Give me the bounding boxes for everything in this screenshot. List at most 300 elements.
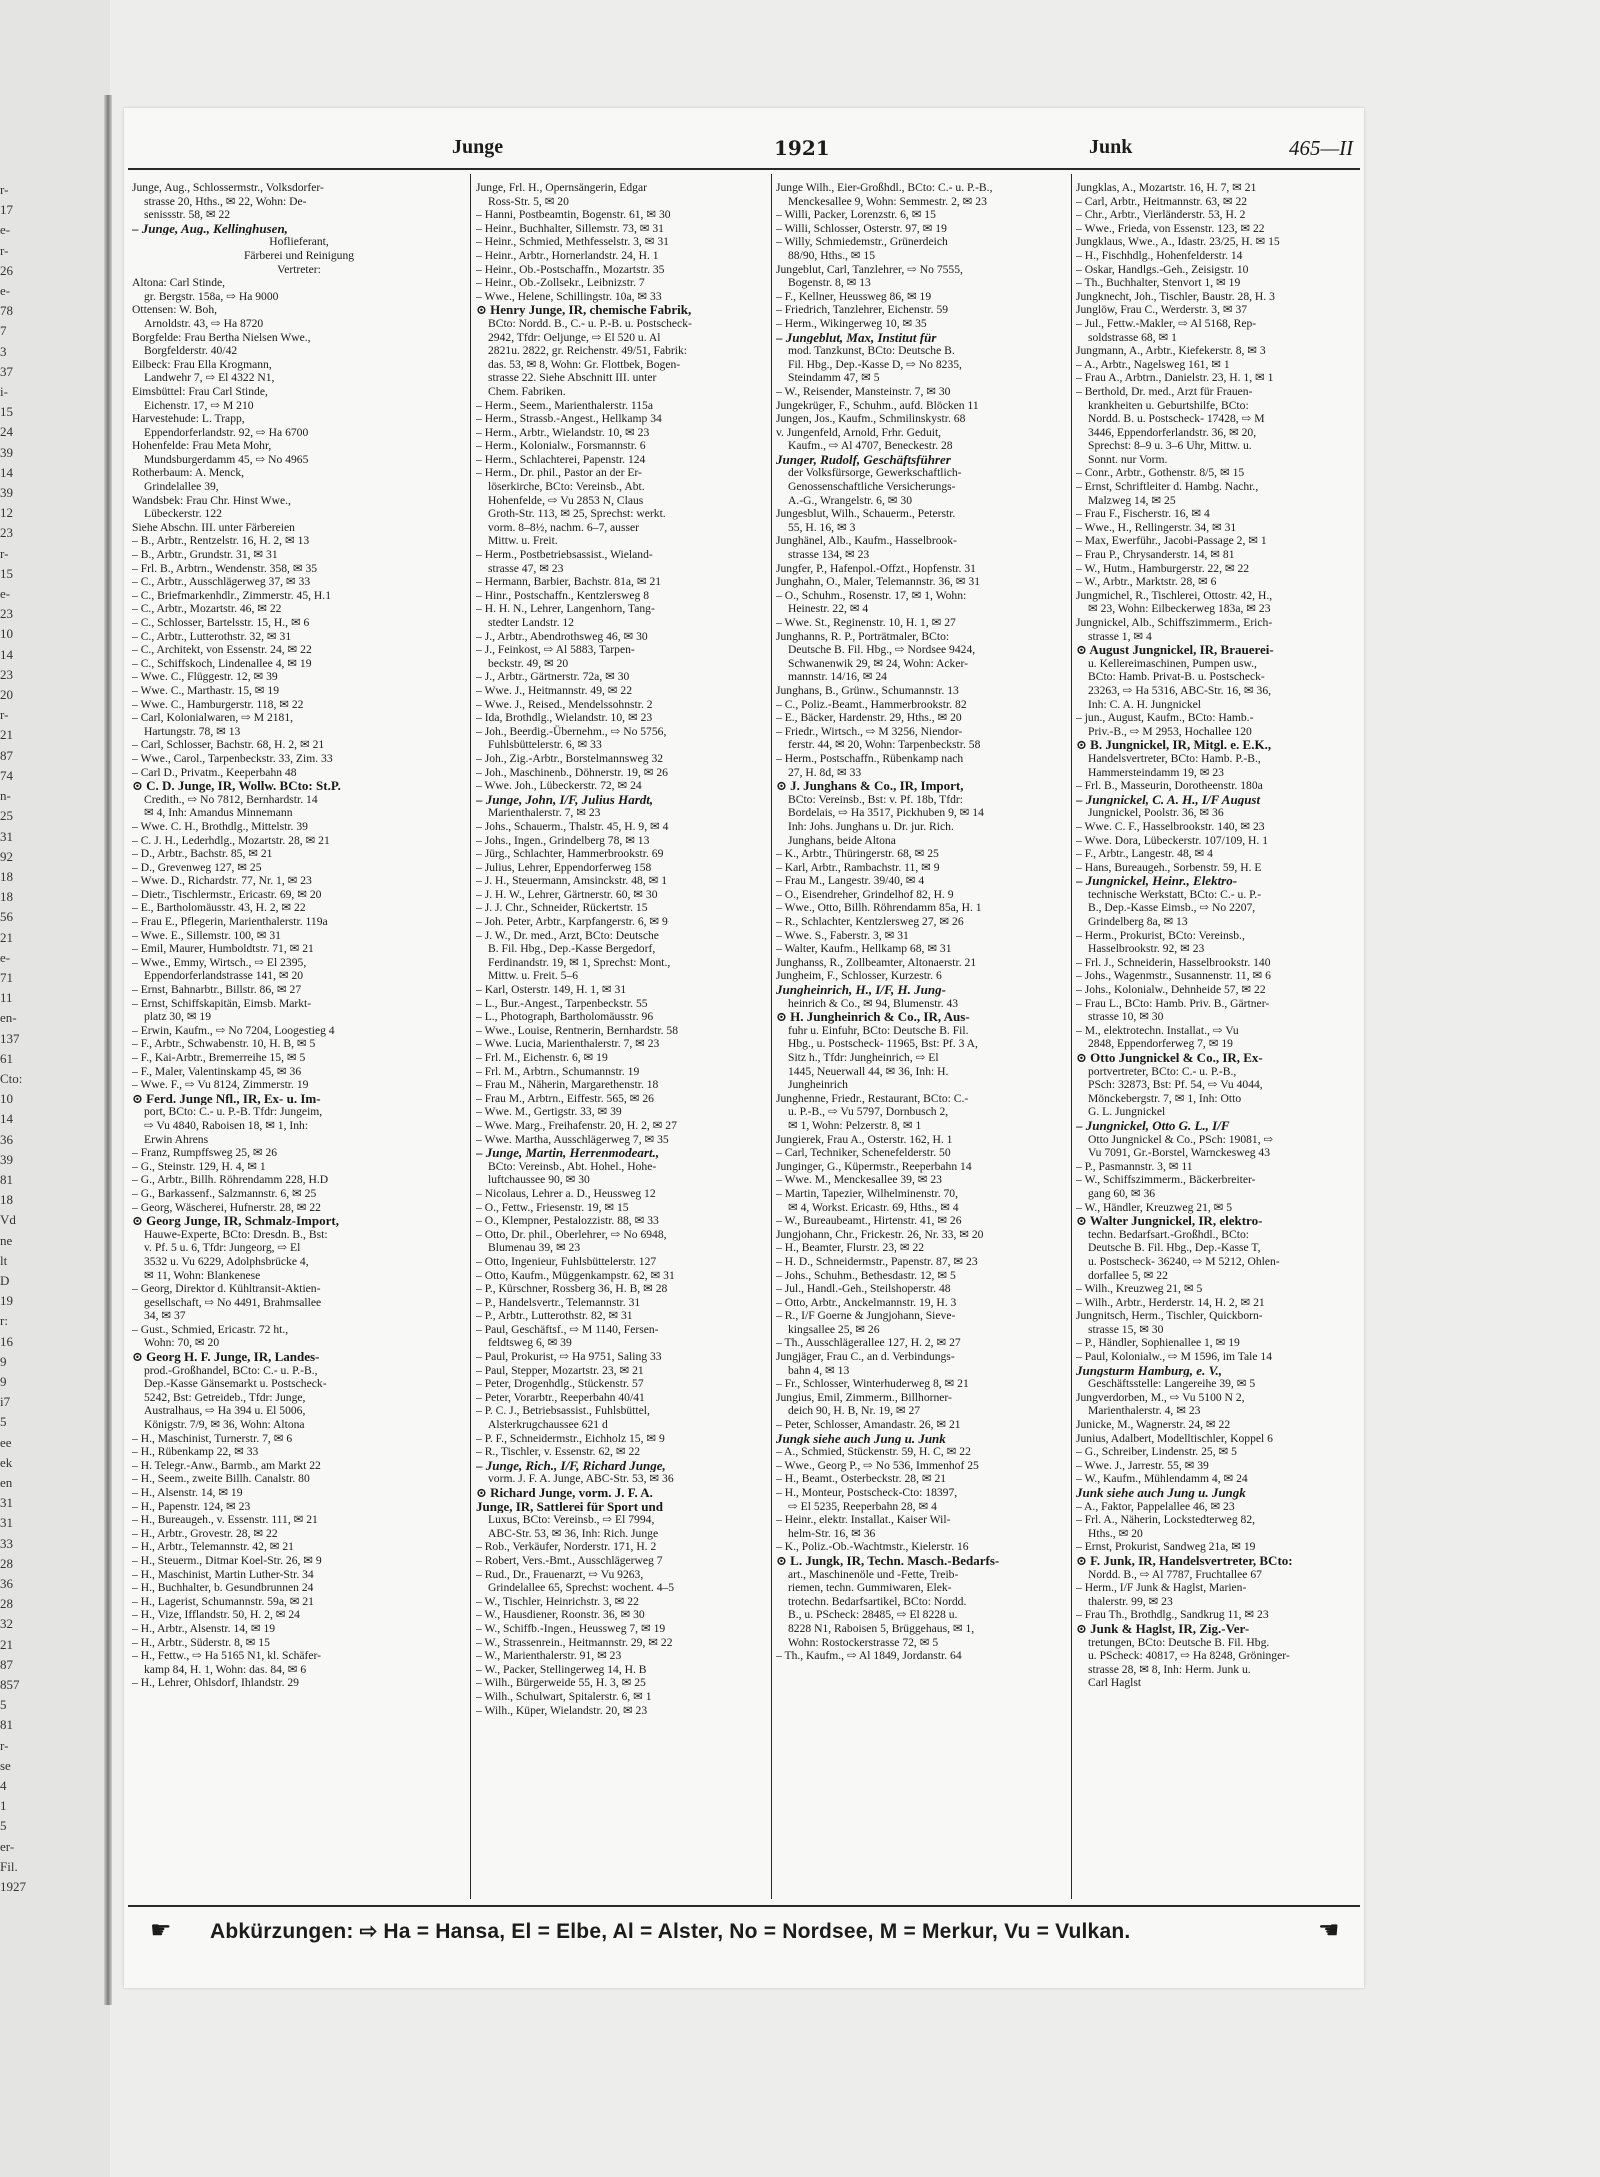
directory-entry: kamp 84, H. 1, Wohn: das. 84, ✉ 6 <box>144 1662 307 1676</box>
directory-entry: Bordelais, ⇨ Ha 3517, Pickhuben 9, ✉ 14 <box>788 806 984 820</box>
directory-entry: Hauwe-Experte, BCto: Dresdn. B., Bst: <box>144 1227 328 1241</box>
directory-entry: – Robert, Vers.-Bmt., Ausschlägerweg 7 <box>476 1553 663 1567</box>
directory-entry: Sonnt. nur Vorm. <box>1088 452 1168 466</box>
directory-entry: – H., Rübenkamp 22, ✉ 33 <box>132 1445 259 1459</box>
directory-entry: – Herm., Seem., Marienthalerstr. 115a <box>476 398 653 412</box>
margin-fragment: 12 <box>0 505 13 521</box>
directory-entry: – W., Hutm., Hamburgerstr. 22, ✉ 22 <box>1076 561 1250 575</box>
directory-entry: – H., Lehrer, Ohlsdorf, Ihlandstr. 29 <box>132 1676 299 1690</box>
directory-entry: – Wwe. S., Faberstr. 3, ✉ 31 <box>776 928 909 942</box>
directory-entry: – J., Feinkost, ⇨ Al 5883, Tarpen- <box>476 643 635 657</box>
margin-fragment: 32 <box>0 1616 13 1632</box>
directory-entry: – Otto, Ingenieur, Fuhlsbüttelerstr. 127 <box>476 1254 657 1268</box>
directory-entry: – Frl. B., Arbtrn., Wendenstr. 358, ✉ 35 <box>132 561 318 575</box>
directory-entry: – Jungnickel, Heinr., Elektro- <box>1076 874 1238 888</box>
margin-fragment: ne <box>0 1232 13 1248</box>
adjacent-page-margin-text <box>0 180 34 1897</box>
directory-entry: BCto: Vereinsb., Abt. Hohel., Hohe- <box>488 1159 657 1173</box>
directory-entry: feldtsweg 6, ✉ 39 <box>488 1336 572 1350</box>
directory-entry: löserkirche, BCto: Vereinsb., Abt. <box>488 480 645 494</box>
directory-entry: – Hermann, Barbier, Bachstr. 81a, ✉ 21 <box>476 575 662 589</box>
directory-entry: Deutsche B. Fil. Hbg., ⇨ Nordsee 9424, <box>788 643 976 657</box>
margin-fragment: 36 <box>0 1576 13 1592</box>
directory-entry: – A., Arbtr., Nagelsweg 161, ✉ 1 <box>1076 357 1230 371</box>
directory-entry: Junghänel, Alb., Kaufm., Hasselbrook- <box>776 534 957 548</box>
directory-entry: – H., Buchhalter, b. Gesundbrunnen 24 <box>132 1581 314 1595</box>
directory-entry: ⊙ Henry Junge, IR, chemische Fabrik, <box>476 303 692 317</box>
directory-entry: – Frau M., Näherin, Margarethenstr. 18 <box>476 1078 659 1092</box>
directory-entry: – Carl, Arbtr., Heitmannstr. 63, ✉ 22 <box>1076 194 1248 208</box>
margin-fragment: 78 <box>0 303 13 319</box>
header-last-name: Junk <box>1089 136 1133 158</box>
directory-entry: – C., Poliz.-Beamt., Hammerbrookstr. 82 <box>776 697 967 711</box>
directory-entry: Wandsbek: Frau Chr. Hinst Wwe., <box>132 493 291 507</box>
margin-fragment: 18 <box>0 889 13 905</box>
directory-entry: – Frl. M., Eichenstr. 6, ✉ 19 <box>476 1051 608 1064</box>
margin-fragment: r- <box>0 545 9 561</box>
directory-entry: – J. J. Chr., Schneider, Rückertstr. 15 <box>476 901 648 915</box>
directory-entry: – Heinr., Buchhalter, Sillemstr. 73, ✉ 31 <box>476 221 664 235</box>
directory-entry: Blumenau 39, ✉ 23 <box>488 1241 581 1255</box>
margin-fragment: 81 <box>0 1171 13 1187</box>
directory-entry: 8228 N1, Raboisen 5, Brüggehaus, ✉ 1, <box>788 1621 975 1635</box>
directory-entry: Jungnickel, Poolstr. 36, ✉ 36 <box>1088 806 1224 820</box>
directory-entry: Alsterkrugchaussee 621 d <box>488 1418 608 1432</box>
directory-entry: Jungknecht, Joh., Tischler, Baustr. 28, H. 3 <box>1076 289 1275 303</box>
directory-entry: – Chr., Arbtr., Vierländerstr. 53, H. 2 <box>1076 208 1246 222</box>
directory-entry: – H., Arbtr., Grovestr. 28, ✉ 22 <box>132 1526 278 1540</box>
directory-entry: – W., Schiffszimmerm., Bäckerbreiter- <box>1076 1173 1256 1187</box>
margin-fragment: 36 <box>0 1131 13 1147</box>
directory-entry: – Heinr., Schmied, Methfesselstr. 3, ✉ 31 <box>476 235 669 249</box>
directory-entry: – Paul, Stepper, Mozartstr. 23, ✉ 21 <box>476 1363 644 1377</box>
margin-fragment: 31 <box>0 828 13 844</box>
directory-entry: – R., Tischler, v. Essenstr. 62, ✉ 22 <box>476 1445 641 1459</box>
directory-entry: gang 60, ✉ 36 <box>1088 1186 1156 1200</box>
margin-fragment: 21 <box>0 1636 13 1652</box>
directory-entry: v. Jungenfeld, Arnold, Frhr. Geduit, <box>776 425 942 439</box>
directory-entry: Junghanns, R. P., Porträtmaler, BCto: <box>776 629 950 643</box>
directory-entry: senissstr. 58, ✉ 22 <box>144 208 231 222</box>
directory-entry: Jungius, Emil, Zimmerm., Billhorner- <box>776 1390 952 1404</box>
margin-fragment: lt <box>0 1252 8 1268</box>
directory-entry: 5242, Bst: Getreideb., Tfdr: Junge, <box>144 1390 306 1404</box>
directory-entry: – Jul., Fettw.-Makler, ⇨ Al 5168, Rep- <box>1076 316 1257 330</box>
directory-entry: – J., Arbtr., Gärtnerstr. 72a, ✉ 30 <box>476 670 630 684</box>
directory-entry: – Otto, Kaufm., Müggenkampstr. 62, ✉ 31 <box>476 1268 675 1282</box>
directory-entry: Schwanenwik 29, ✉ 24, Wohn: Acker- <box>788 656 968 670</box>
directory-entry: – O., Fettw., Friesenstr. 19, ✉ 15 <box>476 1200 629 1214</box>
directory-entry: prod.-Großhandel, BCto: C.- u. P.-B., <box>144 1363 318 1377</box>
directory-entry: ⇨ Vu 4840, Raboisen 18, ✉ 1, Inh: <box>144 1118 309 1132</box>
directory-entry: – Wwe. E., Sillemstr. 100, ✉ 31 <box>132 928 281 942</box>
directory-entry: ⊙ Walter Jungnickel, IR, elektro- <box>1076 1214 1263 1228</box>
directory-entry: – Herm., Schlachterei, Papenstr. 124 <box>476 452 646 466</box>
directory-entry: vorm. 8–8½, nachm. 6–7, ausser <box>488 520 640 534</box>
directory-entry: Jungk siehe auch Jung u. Junk <box>776 1431 946 1446</box>
directory-entry: ✉ 4, Workst. Ericastr. 69, Hths., ✉ 4 <box>788 1200 959 1214</box>
directory-entry: u. PScheck: 40817, ⇨ Ha 8248, Gröninger- <box>1088 1649 1290 1663</box>
directory-entry: Inh: Johs. Junghans u. Dr. jur. Rich. <box>788 819 954 833</box>
header-first-name: Junge <box>452 136 504 158</box>
directory-entry: PSch: 32873, Bst: Pf. 54, ⇨ Vu 4044, <box>1088 1078 1263 1092</box>
margin-fragment: e- <box>0 222 11 238</box>
directory-entry: beckstr. 49, ✉ 20 <box>488 656 569 670</box>
directory-entry: – E., Bartholomäusstr. 43, H. 2, ✉ 22 <box>132 901 306 915</box>
margin-fragment: 23 <box>0 606 13 622</box>
directory-entry: – C., Schlosser, Bartelsstr. 15, H., ✉ 6 <box>132 616 310 629</box>
directory-entry: – Frl. M., Arbtrn., Schumannstr. 19 <box>476 1064 640 1078</box>
directory-entry: – Willi, Schlosser, Osterstr. 97, ✉ 19 <box>776 221 947 235</box>
directory-entry: 3532 u. Vu 6229, Adolphsbrücke 4, <box>144 1254 309 1268</box>
directory-entry: – Friedr., Wirtsch., ⇨ M 3256, Niendor- <box>776 724 963 738</box>
directory-entry: – W., Marienthalerstr. 91, ✉ 23 <box>476 1649 622 1663</box>
margin-fragment: 87 <box>0 747 13 763</box>
directory-entry: – Frau P., Chrysanderstr. 14, ✉ 81 <box>1076 548 1235 562</box>
directory-entry: – K., Arbtr., Thüringerstr. 68, ✉ 25 <box>776 847 939 861</box>
directory-entry: BCto: Vereinsb., Bst: v. Pf. 18b, Tfdr: <box>788 792 963 806</box>
directory-entry: Sitz h., Tfdr: Jungheinrich, ⇨ El <box>788 1051 939 1064</box>
directory-entry: – E., Bäcker, Hardenstr. 29, Hths., ✉ 20 <box>776 711 962 725</box>
directory-entry: Steindamm 47, ✉ 5 <box>788 371 880 385</box>
directory-entry: – Herm., Strassb.-Angest., Hellkamp 34 <box>476 412 662 426</box>
margin-fragment: 28 <box>0 1596 13 1612</box>
directory-entry: ⊙ L. Jungk, IR, Techn. Masch.-Bedarfs- <box>776 1553 1000 1568</box>
directory-entry: Kaufm., ⇨ Al 4707, Beneckestr. 28 <box>788 439 953 453</box>
directory-entry: ✉ 23, Wohn: Eilbeckerweg 183a, ✉ 23 <box>1088 602 1271 616</box>
directory-entry: Rotherbaum: A. Menck, <box>132 466 245 480</box>
margin-fragment: Fil. <box>0 1858 18 1874</box>
margin-fragment: ek <box>0 1454 13 1470</box>
directory-entry: ⊙ August Jungnickel, IR, Brauerei- <box>1076 643 1274 657</box>
directory-entry: – Frau F., Fischerstr. 16, ✉ 4 <box>1076 507 1210 521</box>
directory-entry: Vu 7091, Gr.-Borstel, Warnckesweg 43 <box>1088 1146 1271 1160</box>
directory-entry: Mittw. u. Freit. 5–6 <box>488 969 579 983</box>
margin-fragment: 857 <box>0 1677 20 1693</box>
directory-entry: Mittw. u. Freit. <box>488 534 558 548</box>
directory-entry: – Junge, Martin, Herrenmodeart., <box>476 1146 660 1160</box>
directory-entry: Jungmichel, R., Tischlerei, Ottostr. 42, H., <box>1076 588 1273 602</box>
margin-fragment: 10 <box>0 1091 13 1107</box>
directory-entry: – Wwe. M., Gertigstr. 33, ✉ 39 <box>476 1105 622 1119</box>
directory-entry: – Frl. A., Näherin, Lockstedterweg 82, <box>1076 1513 1256 1527</box>
directory-entry: – C., Schiffskoch, Lindenallee 4, ✉ 19 <box>132 656 312 670</box>
directory-entry: Chem. Fabriken. <box>488 384 566 398</box>
directory-entry: ⊙ C. D. Junge, IR, Wollw. BCto: St.P. <box>132 779 341 793</box>
directory-entry: Marienthalerstr. 7, ✉ 23 <box>488 806 601 820</box>
directory-entry: heinrich & Co., ✉ 94, Blumenstr. 43 <box>788 996 959 1010</box>
directory-entry: Priv.-B., ⇨ M 2953, Hochallee 120 <box>1088 724 1252 738</box>
directory-entry: – Ida, Brothdlg., Wielandstr. 10, ✉ 23 <box>476 711 653 725</box>
directory-entry: ⊙ Georg H. F. Junge, IR, Landes- <box>132 1350 320 1364</box>
directory-entry: – Johs., Kolonialw., Dehnheide 57, ✉ 22 <box>1076 983 1266 997</box>
directory-entry: – Frl. B., Masseurin, Dorotheenstr. 180a <box>1076 779 1263 793</box>
directory-entry: ⊙ B. Jungnickel, IR, Mitgl. e. E.K., <box>1076 738 1272 752</box>
margin-fragment: ee <box>0 1434 12 1450</box>
directory-entry: – P. F., Schneidermstr., Eichholz 15, ✉ 9 <box>476 1431 665 1445</box>
directory-entry: 2848, Eppendorferweg 7, ✉ 19 <box>1088 1037 1233 1051</box>
entries-column-3 <box>776 181 1068 1901</box>
margin-fragment: 9 <box>0 1353 7 1369</box>
directory-entry: G. L. Jungnickel <box>1088 1105 1166 1119</box>
margin-fragment: 92 <box>0 848 13 864</box>
directory-entry: – C., Arbtr., Lutterothstr. 32, ✉ 31 <box>132 629 292 643</box>
directory-entry: strasse 28, ✉ 8, Inh: Herm. Junk u. <box>1088 1662 1251 1676</box>
directory-entry: – W., Strassenrein., Heitmannstr. 29, ✉ 22 <box>476 1635 673 1649</box>
page-number: 465—II <box>1289 136 1354 160</box>
directory-entry: – Wwe. Martha, Ausschlägerweg 7, ✉ 35 <box>476 1132 669 1146</box>
directory-entry: kingsallee 25, ✉ 26 <box>788 1322 880 1336</box>
directory-entry: 2821u. 2822, gr. Reichenstr. 49/51, Fabrik: <box>488 344 688 358</box>
directory-entry: BCto: Hamb. Privat-B. u. Postscheck- <box>1088 670 1265 684</box>
directory-entry: – Frau M., Arbtrn., Eiffestr. 565, ✉ 26 <box>476 1091 654 1105</box>
directory-entry: – Georg, Direktor d. Kühltransit-Aktien- <box>132 1282 321 1296</box>
directory-entry: – Ernst, Prokurist, Sandweg 21a, ✉ 19 <box>1076 1540 1256 1554</box>
directory-entry: ⊙ Otto Jungnickel & Co., IR, Ex- <box>1076 1051 1263 1065</box>
directory-entry: Junghenne, Friedr., Restaurant, BCto: C.- <box>776 1091 969 1105</box>
directory-entry: – Wwe. C. H., Brothdlg., Mittelstr. 39 <box>132 819 308 833</box>
directory-entry: – Th., Buchhalter, Stenvort 1, ✉ 19 <box>1076 276 1241 290</box>
directory-entry: – H., Vize, Ifflandstr. 50, H. 2, ✉ 24 <box>132 1608 300 1622</box>
directory-entry: strasse 134, ✉ 23 <box>788 548 870 562</box>
directory-entry: – Frau L., BCto: Hamb. Priv. B., Gärtner- <box>1076 996 1270 1010</box>
margin-fragment: 87 <box>0 1656 13 1672</box>
directory-entry: – Wwe., Helene, Schillingstr. 10a, ✉ 33 <box>476 289 662 303</box>
directory-entry: – Johs., Schuhm., Bethesdastr. 12, ✉ 5 <box>776 1268 956 1282</box>
directory-entry: Wohn: Rostockerstrasse 72, ✉ 5 <box>788 1635 939 1649</box>
margin-fragment: 15 <box>0 565 13 581</box>
directory-entry: – Heinr., elektr. Installat., Kaiser Wil- <box>776 1513 951 1527</box>
directory-entry: ferstr. 44, ✉ 20, Wohn: Tarpenbeckstr. 58 <box>788 738 981 752</box>
directory-entry: vorm. J. F. A. Junge, ABC-Str. 53, ✉ 36 <box>488 1472 674 1486</box>
directory-entry: – Junge, John, I/F, Julius Hardt, <box>476 792 654 807</box>
directory-entry: – Hinr., Postschaffn., Kentzlersweg 8 <box>476 588 650 602</box>
directory-entry: – D., Grevenweg 127, ✉ 25 <box>132 860 262 874</box>
directory-entry: 27, H. 8d, ✉ 33 <box>788 765 862 779</box>
directory-entry: strasse 10, ✉ 30 <box>1088 1010 1164 1024</box>
directory-entry: Credith., ⇨ No 7812, Bernhardstr. 14 <box>144 792 318 806</box>
directory-entry: Vertreter: <box>277 262 321 276</box>
margin-fragment: 14 <box>0 646 13 662</box>
margin-fragment: 20 <box>0 687 13 703</box>
margin-fragment: 26 <box>0 262 13 278</box>
directory-entry: – Herm., Wikingerweg 10, ✉ 35 <box>776 316 927 330</box>
directory-entry: gr. Bergstr. 158a, ⇨ Ha 9000 <box>144 289 279 303</box>
directory-entry: B., Dep.-Kasse Eimsb., ⇨ No 2207, <box>1088 901 1256 915</box>
directory-entry: – Junge, Rich., I/F, Richard Junge, <box>476 1458 666 1473</box>
directory-entry: – Emil, Maurer, Humboldtstr. 71, ✉ 21 <box>132 942 314 956</box>
directory-entry: – Ernst, Schriftleiter d. Hambg. Nachr., <box>1076 480 1259 494</box>
directory-entry: – Wwe., Georg P., ⇨ No 536, Immenhof 25 <box>776 1458 979 1472</box>
directory-entry: ✉ 11, Wohn: Blankenese <box>144 1268 261 1282</box>
directory-entry: Mönckebergstr. 7, ✉ 1, Inh: Otto <box>1088 1091 1242 1105</box>
directory-entry: 23263, ⇨ Ha 5316, ABC-Str. 16, ✉ 36, <box>1088 683 1272 697</box>
book-fold <box>104 95 112 2005</box>
directory-entry: – H. D., Schneidermstr., Papenstr. 87, ✉ 23 <box>776 1254 978 1268</box>
directory-entry: – Karl, Osterstr. 149, H. 1, ✉ 31 <box>476 983 627 997</box>
directory-entry: – W., Schiffb.-Ingen., Heussweg 7, ✉ 19 <box>476 1621 666 1635</box>
directory-entry: – G., Arbtr., Billh. Röhrendamm 228, H.D <box>132 1173 329 1187</box>
directory-entry: B. Fil. Hbg., Dep.-Kasse Bergedorf, <box>488 942 656 956</box>
margin-fragment: 74 <box>0 767 13 783</box>
directory-entry: Jungklas, A., Mozartstr. 16, H. 7, ✉ 21 <box>1076 181 1257 194</box>
margin-fragment: en- <box>0 1010 17 1026</box>
directory-entry: – Franz, Rumpffsweg 25, ✉ 26 <box>132 1146 278 1160</box>
margin-fragment: 39 <box>0 1151 13 1167</box>
directory-entry: Geschäftsstelle: Langereihe 39, ✉ 5 <box>1088 1377 1256 1391</box>
directory-entry: Heinestr. 22, ✉ 4 <box>788 602 869 616</box>
directory-entry: ⊙ H. Jungheinrich & Co., IR, Aus- <box>776 1010 970 1024</box>
directory-entry: – D., Arbtr., Bachstr. 85, ✉ 21 <box>132 847 273 861</box>
directory-entry: Wohn: 70, ✉ 20 <box>144 1336 220 1350</box>
directory-entry: – Paul, Kolonialw., ⇨ M 1596, im Tale 14 <box>1076 1350 1273 1364</box>
margin-fragment: r- <box>0 182 9 197</box>
directory-entry: – P., Handelsvertr., Telemannstr. 31 <box>476 1295 641 1309</box>
margin-fragment: 21 <box>0 929 13 945</box>
directory-entry: – Wwe. C. F., Hasselbrookstr. 140, ✉ 23 <box>1076 819 1265 833</box>
directory-entry: B., u. PScheck: 28485, ⇨ El 8228 u. <box>788 1608 958 1622</box>
directory-entry: – Fr., Schlosser, Winterhuderweg 8, ✉ 21 <box>776 1377 969 1391</box>
directory-entry: – Max, Ewerführ., Jacobi-Passage 2, ✉ 1 <box>1076 534 1267 548</box>
directory-entry: – Herm., Postbetriebsassist., Wieland- <box>476 548 653 562</box>
directory-entry: bahn 4, ✉ 13 <box>788 1363 850 1377</box>
margin-fragment: 18 <box>0 1192 13 1208</box>
directory-entry: Hasselbrookstr. 92, ✉ 23 <box>1088 942 1205 956</box>
directory-entry: – Conr., Arbtr., Gothenstr. 8/5, ✉ 15 <box>1076 466 1245 480</box>
directory-entry: – R., I/F Goerne & Jungjohann, Sieve- <box>776 1309 956 1323</box>
directory-entry: – Wilh., Kreuzweg 21, ✉ 5 <box>1076 1282 1203 1296</box>
directory-entry: – A., Schmied, Stückenstr. 59, H. C, ✉ 22 <box>776 1445 971 1459</box>
directory-entry: – Heinr., Arbtr., Hornerlandstr. 24, H. 1 <box>476 248 659 262</box>
directory-entry: – Carl, Techniker, Schenefelderstr. 50 <box>776 1146 951 1160</box>
margin-fragment: 18 <box>0 868 13 884</box>
directory-entry: – L., Photograph, Bartholomäusstr. 96 <box>476 1010 654 1024</box>
directory-entry: strasse 20, Hths., ✉ 22, Wohn: De- <box>144 194 307 208</box>
directory-entry: Otto Jungnickel & Co., PSch: 19081, ⇨ <box>1088 1132 1274 1146</box>
entries-column-4 <box>1076 181 1360 1901</box>
directory-entry: Hths., ✉ 20 <box>1088 1526 1143 1540</box>
directory-entry: – Herm., Dr. phil., Pastor an der Er- <box>476 466 642 480</box>
directory-entry: Bogenstr. 8, ✉ 13 <box>788 276 871 290</box>
directory-entry: – Carl, Schlosser, Bachstr. 68, H. 2, ✉ 21 <box>132 738 325 752</box>
directory-entry: – Herm., Prokurist, BCto: Vereinsb., <box>1076 928 1245 942</box>
directory-entry: Jungheinrich <box>788 1078 848 1092</box>
directory-entry: – Wwe. St., Reginenstr. 10, H. 1, ✉ 27 <box>776 616 956 629</box>
directory-entry: – Wwe. C., Marthastr. 15, ✉ 19 <box>132 683 279 697</box>
margin-fragment: 14 <box>0 464 13 480</box>
directory-entry: Hoflieferant, <box>269 235 329 249</box>
directory-entry: – Jungnickel, Otto G. L., I/F <box>1076 1118 1230 1133</box>
directory-entry: – C., Briefmarkenhdlr., Zimmerstr. 45, H.1 <box>132 588 331 602</box>
directory-entry: – Wwe., Otto, Billh. Röhrendamm 85a, H. 1 <box>776 901 982 915</box>
directory-entry: deich 90, H. B, Nr. 19, ✉ 27 <box>788 1404 921 1418</box>
pointing-hand-icon: ☛ <box>150 1918 172 1944</box>
margin-fragment: 5 <box>0 1414 7 1430</box>
directory-entry: Arnoldstr. 43, ⇨ Ha 8720 <box>144 316 264 330</box>
directory-entry: Jungheim, F., Schlosser, Kurzestr. 6 <box>776 969 942 983</box>
directory-entry: – Joh. Peter, Arbtr., Karpfangerstr. 6, ✉ 9 <box>476 915 668 929</box>
directory-entry: – Joh., Maschinenb., Döhnerstr. 19, ✉ 26 <box>476 765 668 779</box>
directory-entry: – O., Schuhm., Rosenstr. 17, ✉ 1, Wohn: <box>776 588 967 602</box>
directory-entry: – W., Tischler, Heinrichstr. 3, ✉ 22 <box>476 1594 639 1608</box>
directory-entry: Harvestehude: L. Trapp, <box>132 412 245 426</box>
margin-fragment: r- <box>0 707 9 723</box>
directory-entry: – Wwe., Frieda, von Essenstr. 123, ✉ 22 <box>1076 221 1265 235</box>
directory-entry: – H., Bureaugeh., v. Essenstr. 111, ✉ 21 <box>132 1513 318 1527</box>
margin-fragment: D <box>0 1272 10 1288</box>
directory-entry: stedter Landstr. 12 <box>488 616 574 629</box>
directory-entry: – Wwe., Carol., Tarpenbeckstr. 33, Zim. 33 <box>132 751 333 765</box>
directory-entry: – H., Alsenstr. 14, ✉ 19 <box>132 1486 243 1499</box>
directory-entry: – Oskar, Handlgs.-Geh., Zeisigstr. 10 <box>1076 262 1249 276</box>
directory-entry: A.-G., Wrangelstr. 6, ✉ 30 <box>788 493 912 507</box>
directory-entry: – Johs., Ingen., Grindelberg 78, ✉ 13 <box>476 833 650 847</box>
margin-fragment: 9 <box>0 1373 7 1389</box>
directory-entry: – Wwe. C., Hamburgerstr. 118, ✉ 22 <box>132 697 304 711</box>
margin-fragment: er- <box>0 1838 15 1854</box>
directory-entry: techn. Bedarfsart.-Großhdl., BCto: <box>1088 1227 1249 1241</box>
directory-entry: – Ernst, Bahnarbtr., Billstr. 86, ✉ 27 <box>132 983 302 997</box>
directory-entry: ⊙ Ferd. Junge Nfl., IR, Ex- u. Im- <box>132 1091 321 1106</box>
directory-entry: – R., Schlachter, Kentzlersweg 27, ✉ 26 <box>776 915 964 929</box>
margin-fragment: 21 <box>0 727 13 743</box>
directory-entry: Jungmann, A., Arbtr., Kiefekerstr. 8, ✉ 3 <box>1076 344 1266 358</box>
directory-entry: Junge, Frl. H., Opernsängerin, Edgar <box>476 181 647 194</box>
directory-entry: 55, H. 16, ✉ 3 <box>788 520 856 534</box>
directory-entry: Junglöw, Frau C., Werderstr. 3, ✉ 37 <box>1076 303 1248 317</box>
directory-entry: technische Werkstatt, BCto: C.- u. P.- <box>1088 887 1262 901</box>
directory-entry: – Jul., Handl.-Geh., Steilshoperstr. 48 <box>776 1282 951 1296</box>
directory-entry: ✉ 4, Inh: Amandus Minnemann <box>144 806 293 820</box>
directory-entry: – W., Hausdiener, Roonstr. 36, ✉ 30 <box>476 1608 645 1622</box>
directory-entry: – Wwe. J., Reised., Mendelssohnstr. 2 <box>476 697 653 711</box>
directory-entry: Borgfelde: Frau Bertha Nielsen Wwe., <box>132 330 311 344</box>
directory-entry: – H., Papenstr. 124, ✉ 23 <box>132 1499 251 1513</box>
directory-entry: Malzweg 14, ✉ 25 <box>1088 493 1176 507</box>
directory-entry: – Peter, Vorarbtr., Reeperbahn 40/41 <box>476 1390 645 1404</box>
directory-page <box>124 108 1364 1988</box>
directory-entry: Marienthalerstr. 4, ✉ 23 <box>1088 1404 1201 1418</box>
directory-entry: – W., Händler, Kreuzweg 21, ✉ 5 <box>1076 1200 1233 1214</box>
directory-entry: Erwin Ahrens <box>144 1132 209 1146</box>
directory-entry: – Frau E., Pflegerin, Marienthalerstr. 119a <box>132 915 328 929</box>
directory-entry: – C., Arbtr., Mozartstr. 46, ✉ 22 <box>132 602 282 616</box>
directory-entry: Fil. Hbg., Dep.-Kasse D, ⇨ No 8235, <box>788 357 962 371</box>
directory-entry: Altona: Carl Stinde, <box>132 276 226 290</box>
directory-entry: – B., Arbtr., Grundstr. 31, ✉ 31 <box>132 548 278 562</box>
directory-entry: – Carl D., Privatm., Keeperbahn 48 <box>132 765 297 779</box>
directory-entry: 3446, Eppendorferlandstr. 36, ✉ 20, <box>1088 425 1257 439</box>
directory-entry: Jungnitsch, Herm., Tischler, Quickborn- <box>1076 1309 1263 1323</box>
directory-entry: – H., Seem., zweite Billh. Canalstr. 80 <box>132 1472 310 1486</box>
directory-entry: – J. W., Dr. med., Arzt, BCto: Deutsche <box>476 928 659 942</box>
directory-entry: Eichenstr. 17, ⇨ M 210 <box>144 398 254 412</box>
directory-entry: Eppendorferlandstrasse 141, ✉ 20 <box>144 969 304 983</box>
directory-entry: – Johs., Schauerm., Thalstr. 45, H. 9, ✉ 4 <box>476 819 669 833</box>
directory-entry: – Junge, Aug., Kellinghusen, <box>132 221 288 236</box>
directory-entry: Nordd. B., ⇨ Al 7787, Fruchtallee 67 <box>1088 1567 1262 1581</box>
directory-entry: Jungjohann, Chr., Frickestr. 26, Nr. 33, ✉ 20 <box>776 1227 984 1241</box>
margin-fragment: 15 <box>0 404 13 420</box>
directory-entry: – Wwe., Louise, Rentnerin, Bernhardstr. 58 <box>476 1023 678 1037</box>
directory-entry: ABC-Str. 53, ✉ 36, Inh: Rich. Junge <box>488 1526 659 1540</box>
margin-fragment: r: <box>0 1313 8 1329</box>
directory-entry: – Wwe. F., ⇨ Vu 8124, Zimmerstr. 19 <box>132 1078 309 1092</box>
directory-entry: – Herm., I/F Junk & Haglst, Marien- <box>1076 1581 1247 1595</box>
directory-entry: – Wilh., Bürgerweide 55, H. 3, ✉ 25 <box>476 1676 646 1690</box>
directory-entry: – F., Arbtr., Schwabenstr. 10, H. B, ✉ 5 <box>132 1037 316 1051</box>
directory-entry: Junghans, B., Grünw., Schumannstr. 13 <box>776 683 959 697</box>
